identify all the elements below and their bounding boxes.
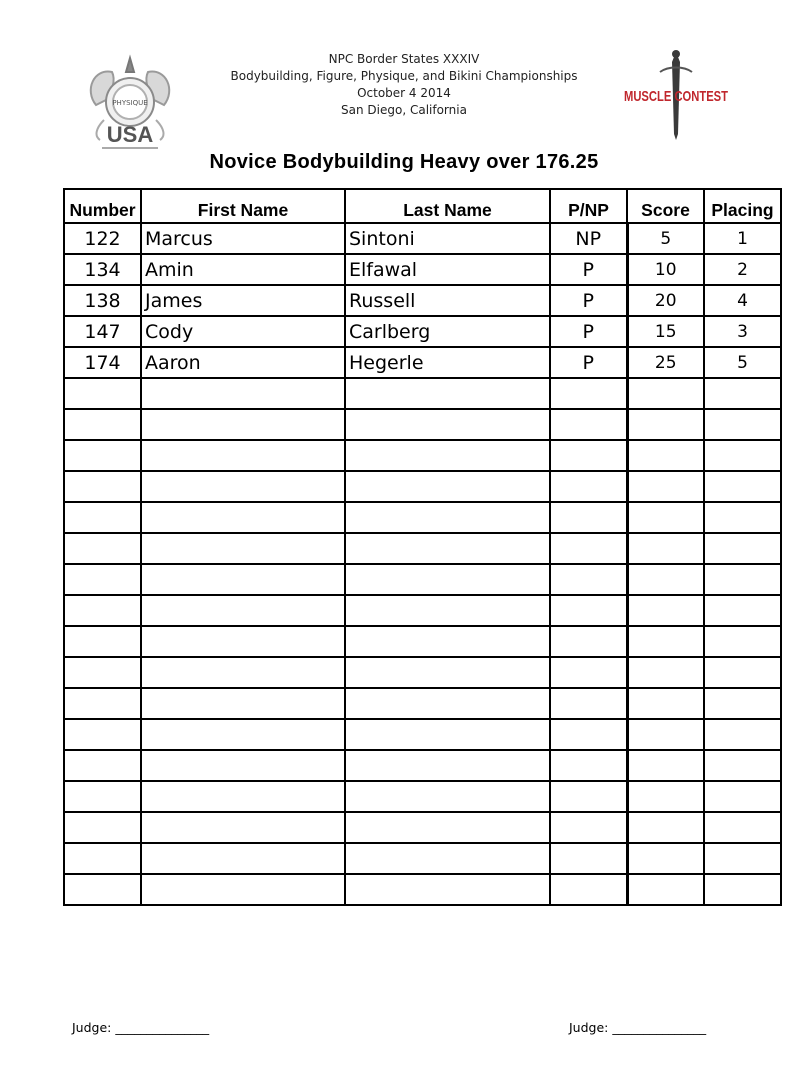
cell-pnp — [550, 812, 627, 843]
cell-last-name — [345, 440, 550, 471]
cell-number — [64, 626, 141, 657]
cell-number — [64, 843, 141, 874]
cell-placing — [704, 750, 781, 781]
cell-last-name — [345, 471, 550, 502]
cell-pnp — [550, 533, 627, 564]
cell-last-name — [345, 502, 550, 533]
cell-score — [627, 533, 704, 564]
col-header-score: Score — [627, 189, 704, 223]
division-title: Novice Bodybuilding Heavy over 176.25 — [209, 151, 599, 173]
cell-last-name: Elfawal — [345, 254, 550, 285]
cell-number — [64, 564, 141, 595]
empty-table-row — [64, 874, 781, 905]
cell-number: 147 — [64, 316, 141, 347]
cell-first-name — [141, 657, 345, 688]
judge-signature-left: Judge: _______________ — [72, 1020, 210, 1035]
cell-pnp: P — [550, 347, 627, 378]
cell-last-name — [345, 657, 550, 688]
cell-score — [627, 440, 704, 471]
event-header — [180, 51, 628, 119]
empty-table-row — [64, 657, 781, 688]
cell-first-name — [141, 564, 345, 595]
cell-score — [627, 874, 704, 905]
muscle-contest-text: MUSCLE CONTEST — [624, 88, 728, 105]
cell-last-name — [345, 843, 550, 874]
cell-pnp — [550, 626, 627, 657]
cell-last-name — [345, 409, 550, 440]
cell-score — [627, 409, 704, 440]
cell-first-name: Amin — [141, 254, 345, 285]
cell-score: 15 — [627, 316, 704, 347]
cell-score — [627, 626, 704, 657]
cell-score — [627, 471, 704, 502]
cell-last-name: Carlberg — [345, 316, 550, 347]
cell-score: 5 — [627, 223, 704, 254]
cell-score — [627, 595, 704, 626]
table-row — [64, 285, 781, 316]
cell-pnp — [550, 874, 627, 905]
empty-table-row — [64, 409, 781, 440]
cell-last-name: Hegerle — [345, 347, 550, 378]
event-name: NPC Border States XXXIV — [328, 52, 480, 66]
table-row — [64, 223, 781, 254]
cell-first-name — [141, 409, 345, 440]
empty-table-row — [64, 688, 781, 719]
cell-score — [627, 843, 704, 874]
empty-table-row — [64, 812, 781, 843]
cell-number — [64, 378, 141, 409]
cell-number — [64, 688, 141, 719]
cell-placing: 3 — [704, 316, 781, 347]
cell-placing: 4 — [704, 285, 781, 316]
col-header-last-name: Last Name — [345, 189, 550, 223]
event-date: October 4 2014 — [357, 86, 451, 100]
table-row — [64, 316, 781, 347]
logo-usa-text: USA — [106, 122, 154, 147]
empty-table-row — [64, 378, 781, 409]
cell-score — [627, 378, 704, 409]
cell-first-name — [141, 750, 345, 781]
cell-last-name — [345, 595, 550, 626]
cell-first-name — [141, 533, 345, 564]
cell-placing: 2 — [704, 254, 781, 285]
cell-placing — [704, 471, 781, 502]
empty-table-row — [64, 533, 781, 564]
cell-score — [627, 564, 704, 595]
cell-placing — [704, 409, 781, 440]
cell-last-name — [345, 719, 550, 750]
cell-pnp — [550, 409, 627, 440]
cell-pnp — [550, 378, 627, 409]
cell-number — [64, 409, 141, 440]
cell-score — [627, 688, 704, 719]
col-header-first-name: First Name — [141, 189, 345, 223]
cell-placing — [704, 595, 781, 626]
empty-table-row — [64, 781, 781, 812]
cell-first-name — [141, 843, 345, 874]
cell-number — [64, 471, 141, 502]
cell-number — [64, 874, 141, 905]
cell-last-name: Russell — [345, 285, 550, 316]
cell-first-name — [141, 626, 345, 657]
cell-placing — [704, 564, 781, 595]
cell-first-name — [141, 502, 345, 533]
cell-pnp: P — [550, 254, 627, 285]
col-header-number: Number — [64, 189, 141, 223]
empty-table-row — [64, 719, 781, 750]
logo-small-text: PHYSIQUE — [112, 99, 148, 107]
cell-first-name — [141, 874, 345, 905]
cell-number: 122 — [64, 223, 141, 254]
table-row — [64, 347, 781, 378]
scoring-table — [63, 188, 782, 906]
cell-placing — [704, 719, 781, 750]
cell-last-name — [345, 812, 550, 843]
cell-placing — [704, 440, 781, 471]
cell-number — [64, 502, 141, 533]
cell-placing — [704, 378, 781, 409]
cell-first-name: James — [141, 285, 345, 316]
cell-number: 138 — [64, 285, 141, 316]
cell-placing — [704, 812, 781, 843]
cell-placing: 1 — [704, 223, 781, 254]
cell-last-name — [345, 378, 550, 409]
cell-placing — [704, 874, 781, 905]
cell-number: 134 — [64, 254, 141, 285]
cell-first-name — [141, 688, 345, 719]
cell-pnp — [550, 595, 627, 626]
judge-signature-right: Judge: _______________ — [569, 1020, 707, 1035]
cell-number — [64, 440, 141, 471]
event-divisions: Bodybuilding, Figure, Physique, and Bikini Championships — [230, 69, 578, 83]
cell-number — [64, 533, 141, 564]
cell-pnp: P — [550, 285, 627, 316]
cell-first-name: Cody — [141, 316, 345, 347]
cell-number — [64, 750, 141, 781]
cell-number: 174 — [64, 347, 141, 378]
cell-pnp — [550, 657, 627, 688]
cell-score — [627, 812, 704, 843]
cell-score — [627, 719, 704, 750]
cell-score: 25 — [627, 347, 704, 378]
cell-number — [64, 812, 141, 843]
cell-pnp — [550, 471, 627, 502]
cell-pnp — [550, 843, 627, 874]
cell-pnp — [550, 440, 627, 471]
cell-first-name — [141, 471, 345, 502]
cell-placing — [704, 657, 781, 688]
cell-score — [627, 750, 704, 781]
cell-placing: 5 — [704, 347, 781, 378]
cell-pnp — [550, 781, 627, 812]
cell-last-name — [345, 874, 550, 905]
empty-table-row — [64, 843, 781, 874]
cell-number — [64, 657, 141, 688]
event-location: San Diego, California — [341, 103, 467, 117]
col-header-pnp: P/NP — [550, 189, 627, 223]
cell-placing — [704, 843, 781, 874]
table-header-row — [64, 189, 781, 223]
cell-number — [64, 781, 141, 812]
empty-table-row — [64, 471, 781, 502]
cell-first-name — [141, 378, 345, 409]
cell-score — [627, 657, 704, 688]
cell-first-name — [141, 719, 345, 750]
empty-table-row — [64, 626, 781, 657]
empty-table-row — [64, 564, 781, 595]
cell-last-name — [345, 533, 550, 564]
cell-score — [627, 781, 704, 812]
cell-pnp — [550, 564, 627, 595]
cell-last-name — [345, 781, 550, 812]
cell-score — [627, 502, 704, 533]
table-row — [64, 254, 781, 285]
col-header-placing: Placing — [704, 189, 781, 223]
cell-first-name — [141, 781, 345, 812]
cell-score: 10 — [627, 254, 704, 285]
cell-first-name: Marcus — [141, 223, 345, 254]
cell-pnp — [550, 502, 627, 533]
cell-placing — [704, 502, 781, 533]
cell-first-name — [141, 440, 345, 471]
empty-table-row — [64, 440, 781, 471]
cell-placing — [704, 781, 781, 812]
cell-pnp — [550, 750, 627, 781]
usa-physique-logo — [76, 50, 184, 158]
cell-placing — [704, 533, 781, 564]
cell-last-name — [345, 564, 550, 595]
cell-first-name — [141, 595, 345, 626]
empty-table-row — [64, 502, 781, 533]
cell-first-name: Aaron — [141, 347, 345, 378]
muscle-contest-logo — [620, 48, 732, 140]
cell-pnp: NP — [550, 223, 627, 254]
cell-last-name — [345, 626, 550, 657]
empty-table-row — [64, 750, 781, 781]
cell-pnp: P — [550, 316, 627, 347]
cell-pnp — [550, 719, 627, 750]
cell-score: 20 — [627, 285, 704, 316]
empty-table-row — [64, 595, 781, 626]
cell-placing — [704, 688, 781, 719]
cell-number — [64, 719, 141, 750]
cell-pnp — [550, 688, 627, 719]
cell-number — [64, 595, 141, 626]
cell-last-name — [345, 750, 550, 781]
cell-first-name — [141, 812, 345, 843]
cell-placing — [704, 626, 781, 657]
cell-last-name: Sintoni — [345, 223, 550, 254]
cell-last-name — [345, 688, 550, 719]
